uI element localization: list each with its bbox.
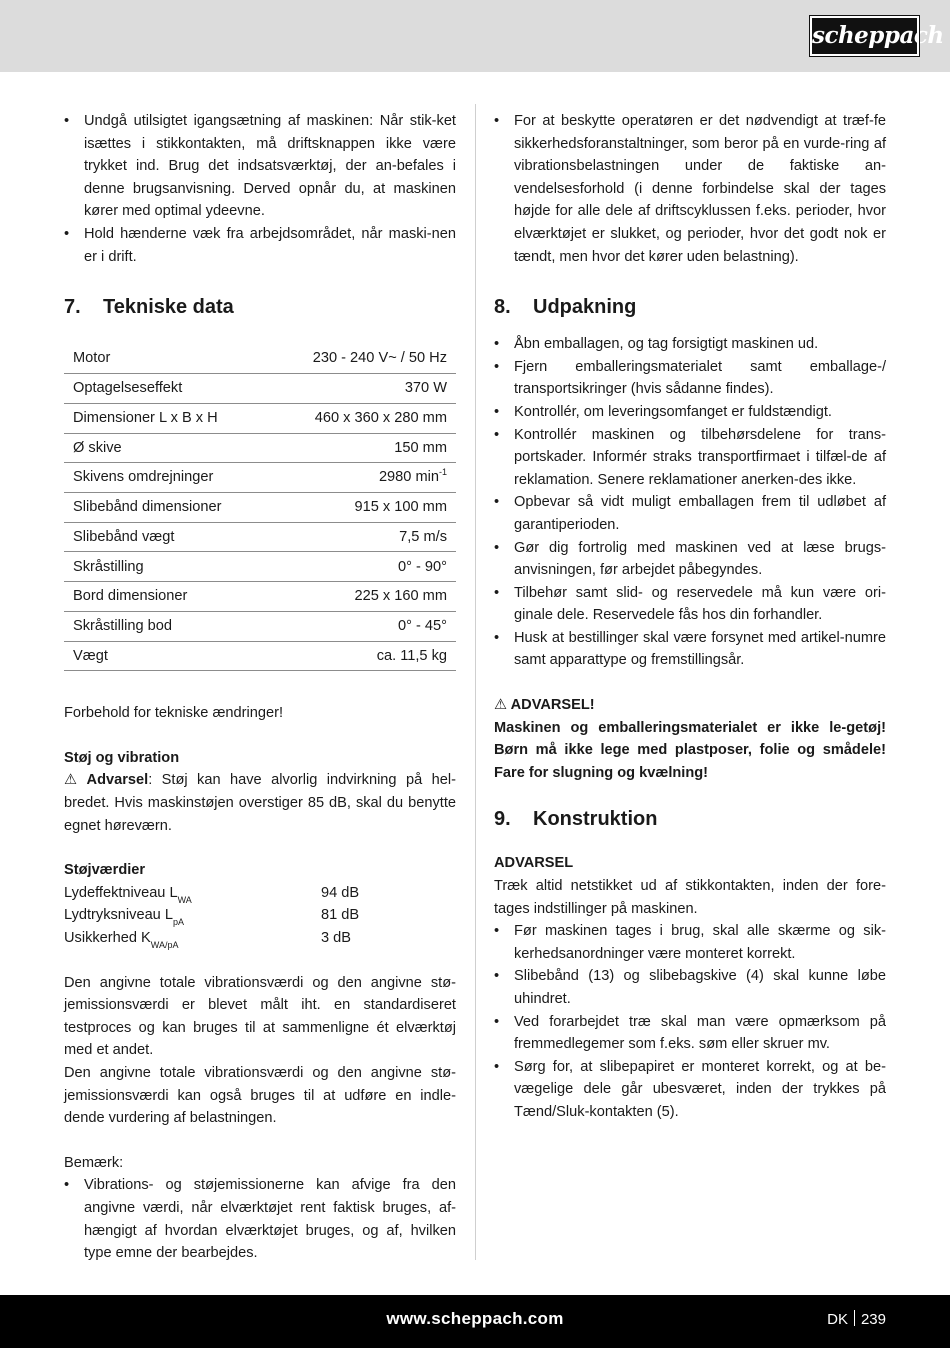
spec-value: 150 mm <box>269 433 456 463</box>
spec-row <box>64 374 456 404</box>
list-item: • Åbn emballagen, og tag forsigtigt maskinen ud. <box>494 333 886 356</box>
list-item: • Ved forarbejdet træ skal man være opmærksom på fremmedlegemer som f.eks. søm eller skruer mv. <box>494 1011 886 1056</box>
list-item: • For at beskytte operatøren er det nødvendigt at træf-fe sikkerhedsforanstaltninger, som beror på en vurde-ring af vibrationsbelastningen under de faktiske an-vendelsesforhold (i denne forbindelse skal der tages højde for alle dele af driftscyklussen f.eks. perioder, hvor elværktøjet er slukket, og perioder, hvor det godt nok er tændt, men hvor det kører uden belastning). <box>494 110 886 268</box>
noise-heading: Støj og vibration <box>64 749 180 766</box>
spec-label: Bord dimensioner <box>64 582 269 612</box>
noise-values-heading: Støjværdier <box>64 862 146 879</box>
spec-value: 0° - 45° <box>269 611 456 641</box>
noise-values <box>64 882 456 950</box>
page-indicator <box>827 1309 886 1332</box>
spec-label: Optagelseseffekt <box>64 374 269 404</box>
list-item: • Før maskinen tages i brug, skal alle skærme og sik-kerhedsanordninger være monteret korrekt. <box>494 920 886 965</box>
spec-row <box>64 611 456 641</box>
list-item: • Tilbehør samt slid- og reservedele må kun være ori-ginale dele. Reservedele fås hos din forhandler. <box>494 582 886 627</box>
spec-row <box>64 582 456 612</box>
right-column <box>494 110 886 1124</box>
spec-label: Ø skive <box>64 433 269 463</box>
reservation-note: Forbehold for tekniske ændringer! <box>64 705 284 722</box>
page-number: 239 <box>860 1311 886 1328</box>
list-item: • Kontrollér, om leveringsomfanget er fuldstændigt. <box>494 401 886 424</box>
spec-value: 915 x 100 mm <box>269 493 456 523</box>
warning-icon: ⚠ <box>494 697 508 714</box>
list-item: • Sørg for, at slibepapiret er monteret korrekt, og at be-vægelige dele går ubesværet, inden der trykkes på Tænd/Sluk-kontakten (5). <box>494 1056 886 1124</box>
spec-row <box>64 522 456 552</box>
header-band <box>0 0 950 72</box>
spec-label: Slibebånd dimensioner <box>64 493 269 523</box>
spec-label: Skråstilling bod <box>64 611 269 641</box>
page-separator <box>854 1310 855 1326</box>
list-item: • Vibrations- og støjemissionerne kan afvige fra den angivne værdi, når elværktøjet rent faktisk bruges, af-hængigt af hvordan elværktøjet bruges, og af, hvilken type emne der bearbejdes. <box>64 1174 456 1264</box>
list-item: • Fjern emballeringsmaterialet samt emballage-/ transportsikringer (hvis sådanne findes). <box>494 356 886 401</box>
scheppach-logo: scheppach <box>810 16 919 56</box>
column-divider <box>475 104 476 1260</box>
note-label: Bemærk: <box>64 1154 124 1171</box>
warning-heading: ⚠ ADVARSEL! <box>494 694 886 717</box>
spec-row <box>64 404 456 434</box>
spec-row <box>64 641 456 671</box>
intro-bullets-right <box>494 110 886 268</box>
spec-row <box>64 493 456 523</box>
spec-label: Vægt <box>64 641 269 671</box>
website-link[interactable]: www.scheppach.com <box>386 1309 564 1328</box>
spec-value: 225 x 160 mm <box>269 582 456 612</box>
list-item: • Slibebånd (13) og slibebagskive (4) skal kunne løbe uhindret. <box>494 965 886 1010</box>
noise-value-row: Lydeffektniveau $L_{WA}$ 94 dB <box>64 884 360 905</box>
spec-value: 7,5 m/s <box>269 522 456 552</box>
spec-label: Skivens omdrejninger <box>64 463 269 493</box>
warning-icon: ⚠ <box>64 772 78 789</box>
spec-row <box>64 344 456 374</box>
left-column <box>64 110 456 1265</box>
spec-value: ca. 11,5 kg <box>269 641 456 671</box>
spec-value: 2980 $\min^{-1}$ <box>269 463 456 493</box>
language-code: DK <box>827 1311 848 1328</box>
list-item: • Hold hænderne væk fra arbejdsområdet, når maski-nen er i drift. <box>64 223 456 268</box>
noise-value-row: Lydtryksniveau $L_{pA}$ 81 dB <box>64 907 360 928</box>
vibration-paragraph-1: Den angivne totale vibrationsværdi og den angivne stø-jemissionsværdi er blevet målt iht. en standardiseret testproces og kan bruges til at sammenligne ét elværktøj med et andet. <box>64 974 456 1059</box>
unpack-bullets <box>494 333 886 672</box>
construction-bullets <box>494 920 886 1123</box>
spec-value: 370 W <box>269 374 456 404</box>
noise-warning: ⚠ Advarsel: Støj kan have alvorlig indvirkning på hel-bredet. Hvis maskinstøjen overstiger 85 dB, skal du benytte egnet høreværn. <box>64 769 456 837</box>
spec-value: 230 - 240 V~ / 50 Hz <box>269 344 456 374</box>
section-7-heading: 7. Tekniske data <box>64 296 234 319</box>
spec-label: Dimensioner L x B x H <box>64 404 269 434</box>
spec-row <box>64 433 456 463</box>
list-item: • Undgå utilsigtet igangsætning af maskinen: Når stik-ket isættes i stikkontakten, må driftsknappen ikke være trykket ind. Brug det indsatsværktøj, der an-befales i denne brugsanvisning. Derved opnår du, at maskinen kører med optimal ydeevne. <box>64 110 456 223</box>
spec-row <box>64 463 456 493</box>
list-item: • Opbevar så vidt muligt emballagen frem til udløbet af garantiperioden. <box>494 491 886 536</box>
spec-value: 0° - 90° <box>269 552 456 582</box>
advarsel-heading: ADVARSEL <box>494 855 574 872</box>
list-item: • Husk at bestillinger skal være forsynet med artikel-numre samt apparattype og fremstillingsår. <box>494 627 886 672</box>
spec-row <box>64 552 456 582</box>
advarsel-text: Træk altid netstikket ud af stikkontakten, inden der fore-tages indstillinger på maskinen. <box>494 878 886 917</box>
technical-data-table <box>64 344 456 671</box>
warning-text: Maskinen og emballeringsmaterialet er ikke le-getøj! Børn må ikke lege med plastposer, folie og smådele! Fare for slugning og kvælning! <box>494 719 886 781</box>
spec-label: Slibebånd vægt <box>64 522 269 552</box>
list-item: • Gør dig fortrolig med maskinen ved at læse brugs-anvisningen, før arbejdet påbegyndes. <box>494 537 886 582</box>
spec-label: Skråstilling <box>64 552 269 582</box>
spec-value: 460 x 360 x 280 mm <box>269 404 456 434</box>
vibration-paragraph-2: Den angivne totale vibrationsværdi og den angivne stø-jemissionsværdi kan også bruges til at udføre en indle-dende vurdering af belastningen. <box>64 1064 456 1127</box>
note-bullets <box>64 1174 456 1264</box>
section-8-heading: 8. Udpakning <box>494 296 637 319</box>
noise-value-row: Usikkerhed $K_{WA/pA}$ 3 dB <box>64 929 352 950</box>
intro-bullets-left <box>64 110 456 268</box>
list-item: • Kontrollér maskinen og tilbehørsdelene for trans-portskader. Informér straks transportfirmaet i tilfæl-de af reklamation. Senere reklamationer anerken-des ikke. <box>494 424 886 492</box>
spec-label: Motor <box>64 344 269 374</box>
footer-band <box>0 1295 950 1348</box>
section-9-heading: 9. Konstruktion <box>494 808 658 831</box>
